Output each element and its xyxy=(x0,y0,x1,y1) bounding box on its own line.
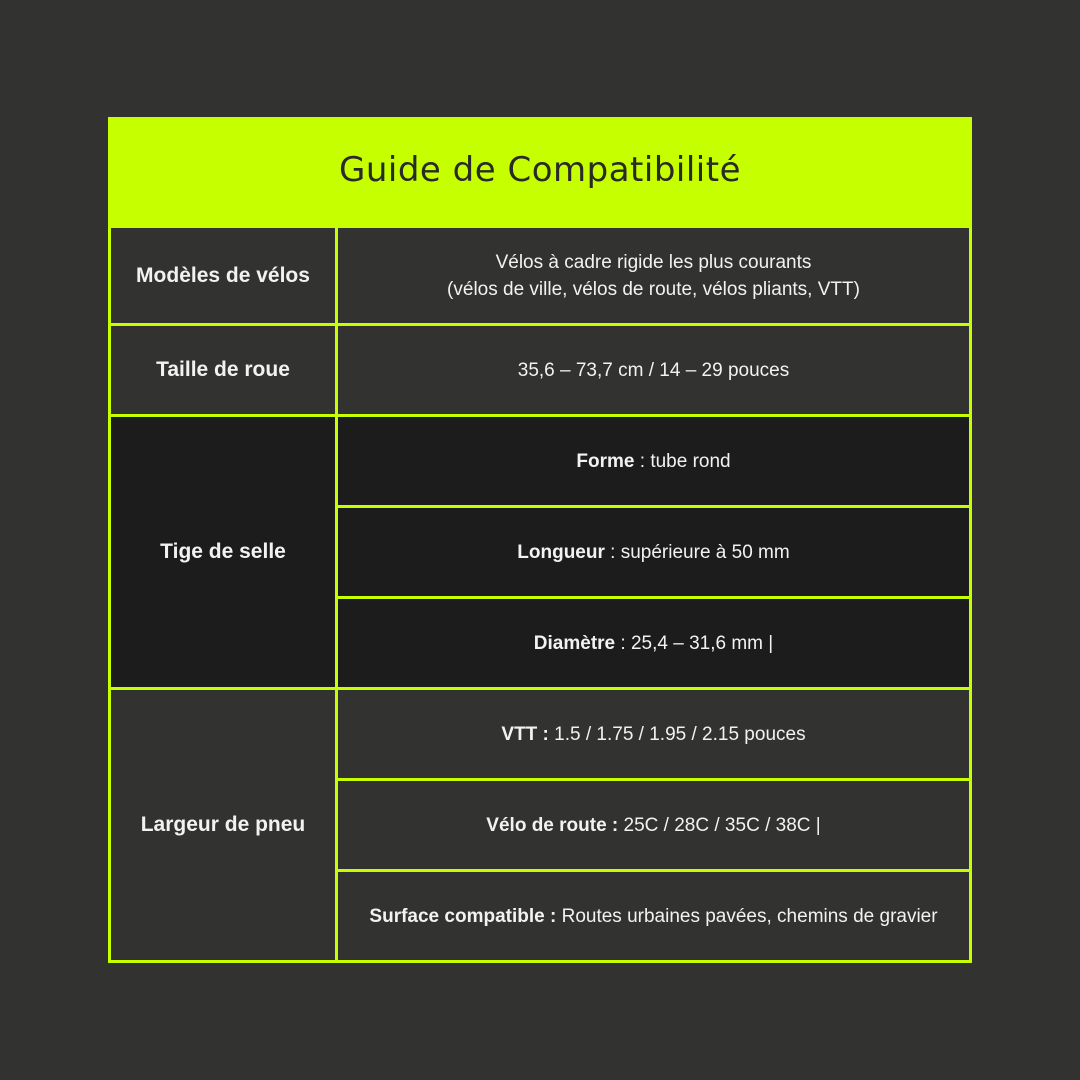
value-text: 25C / 28C / 35C / 38C | xyxy=(623,814,821,836)
value-line-1: Vélos à cadre rigide les plus courants xyxy=(495,251,812,273)
value-key: Forme xyxy=(576,450,635,472)
row-value-tire-mtb xyxy=(338,690,969,778)
value-line-2: (vélos de ville, vélos de route, vélos pliants, VTT) xyxy=(447,278,860,300)
label-text: Largeur de pneu xyxy=(140,813,306,836)
page-title: Guide de Compatibilité xyxy=(339,150,741,190)
value-text: tube rond xyxy=(650,450,731,472)
row-value-bike-models xyxy=(338,228,969,323)
value-key: Longueur xyxy=(517,541,605,563)
row-value-seat-post-shape xyxy=(338,417,969,505)
row-value-seat-post-length xyxy=(338,508,969,596)
label-text: Modèles de vélos xyxy=(136,263,310,287)
row-label-bike-models xyxy=(111,228,335,323)
value-text: 35,6 – 73,7 cm / 14 – 29 pouces xyxy=(517,359,790,381)
value-key: Surface compatible : xyxy=(369,905,557,927)
row-value-tire-road xyxy=(338,781,969,869)
value-separator: : xyxy=(615,632,631,654)
row-label-seat-post xyxy=(111,417,335,687)
row-label-wheel-size xyxy=(111,326,335,414)
row-label-tire-width xyxy=(111,690,335,960)
value-key: VTT : xyxy=(501,723,549,745)
value-key: Vélo de route : xyxy=(486,814,619,836)
value-text: supérieure à 50 mm xyxy=(620,541,790,563)
row-value-wheel-size xyxy=(338,326,969,414)
row-value-tire-surface xyxy=(338,872,969,960)
compatibility-table xyxy=(108,225,972,963)
guide-header xyxy=(108,117,972,227)
value-separator: : xyxy=(634,450,651,472)
value-text: 25,4 – 31,6 mm | xyxy=(630,632,774,654)
label-text: Taille de roue xyxy=(156,358,290,381)
value-text: Routes urbaines pavées, chemins de gravier xyxy=(561,905,938,927)
row-value-seat-post-diameter xyxy=(338,599,969,687)
label-text: Tige de selle xyxy=(160,540,286,563)
value-key: Diamètre xyxy=(533,632,616,654)
value-text: 1.5 / 1.75 / 1.95 / 2.15 pouces xyxy=(554,723,806,745)
value-separator: : xyxy=(604,541,621,563)
